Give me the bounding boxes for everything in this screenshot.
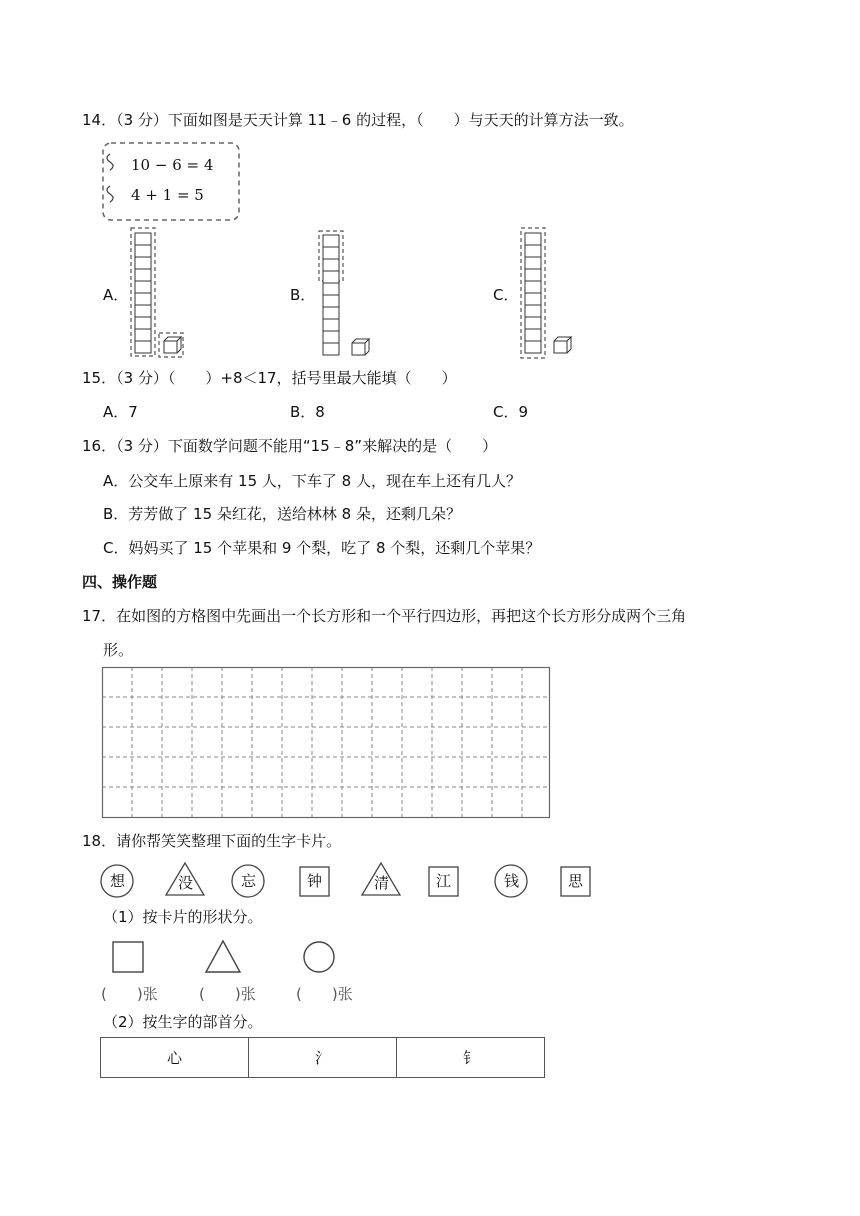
card-char-8: 思 [568, 872, 584, 890]
radical-heart: 心 [101, 1038, 249, 1078]
q17-grid[interactable] [102, 667, 552, 819]
binding-ring-icon [107, 154, 113, 170]
q18-blank-square[interactable]: ( )张 [101, 985, 158, 1003]
q18-cards [98, 860, 598, 902]
radical-metal: 钅 [397, 1038, 545, 1078]
q14-option-a-blocks [128, 225, 188, 360]
q14-option-b[interactable]: B． [290, 286, 316, 304]
section-title: 四、操作题 [82, 573, 158, 591]
q14-option-c[interactable]: C． [493, 286, 519, 304]
q14-calc-box [102, 142, 242, 222]
q14-option-c-blocks [518, 225, 578, 360]
q15-option-b[interactable]: B．8 [290, 403, 325, 421]
q14-option-b-blocks [316, 225, 376, 360]
q14-calc-line-1: 10 − 6 = 4 [131, 156, 214, 174]
card-char-6: 江 [436, 872, 452, 890]
q17-stem-line-1: 17．在如图的方格图中先画出一个长方形和一个平行四边形，再把这个长方形分成两个三角 [82, 607, 687, 625]
q18-blank-triangle[interactable]: ( )张 [199, 985, 256, 1003]
q15-option-c[interactable]: C．9 [493, 403, 529, 421]
q18-part2: （2）按生字的部首分。 [103, 1013, 263, 1031]
card-char-1: 想 [110, 872, 126, 890]
q14-option-a[interactable]: A． [103, 286, 129, 304]
q15-option-a[interactable]: A．7 [103, 403, 138, 421]
q18-shape-keys [110, 938, 370, 978]
q14-calc-line-2: 4 + 1 = 5 [131, 186, 204, 204]
q16-option-a[interactable]: A．公交车上原来有 15 人，下车了 8 人，现在车上还有几人？ [103, 472, 521, 490]
square-icon [113, 942, 143, 972]
card-char-2: 没 [178, 874, 194, 892]
radical-water: 氵 [249, 1038, 397, 1078]
card-char-4: 钟 [307, 872, 323, 890]
q16-option-b[interactable]: B．芳芳做了 15 朵红花，送给林林 8 朵，还剩几朵？ [103, 505, 461, 523]
q17-stem-line-2: 形。 [103, 641, 134, 659]
q14-stem: 14．（3 分）下面如图是天天计算 11﹣6 的过程，（ ）与天天的计算方法一致。 [82, 111, 634, 129]
q16-stem: 16．（3 分）下面数学问题不能用“15﹣8”来解决的是（ ） [82, 437, 498, 455]
circle-icon [304, 942, 334, 972]
q18-stem: 18．请你帮笑笑整理下面的生字卡片。 [82, 832, 342, 850]
q18-blank-circle[interactable]: ( )张 [296, 985, 353, 1003]
triangle-icon [206, 941, 240, 972]
q16-option-c[interactable]: C．妈妈买了 15 个苹果和 9 个梨，吃了 8 个梨，还剩几个苹果？ [103, 539, 541, 557]
card-char-7: 钱 [504, 872, 520, 890]
q18-part1: （1）按卡片的形状分。 [103, 908, 263, 926]
card-char-3: 忘 [241, 872, 257, 890]
binding-ring-icon [107, 186, 113, 202]
card-char-5: 清 [374, 874, 390, 892]
radical-table [100, 1037, 545, 1078]
q15-stem: 15．（3 分）（ ）+8＜17，括号里最大能填（ ） [82, 369, 457, 387]
